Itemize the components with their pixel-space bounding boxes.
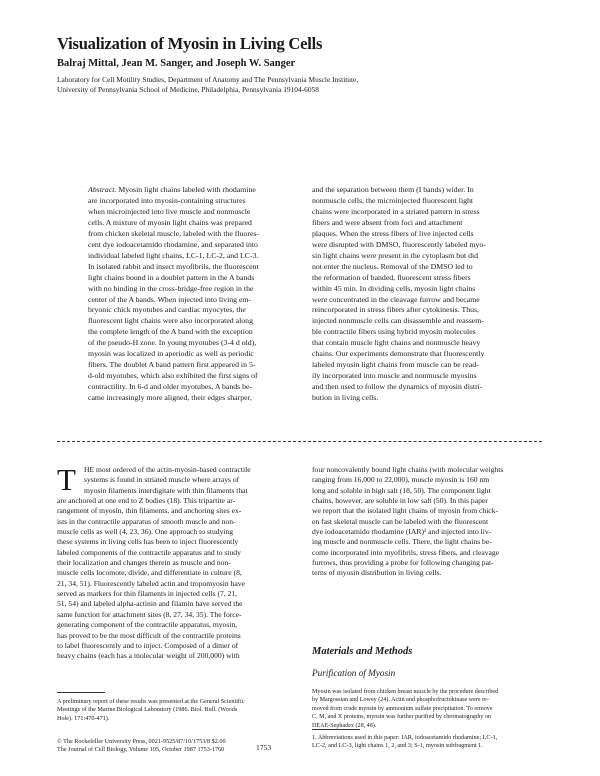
abstract-line: bution in living cells. <box>312 393 379 403</box>
methods-line: Myosin was isolated from chicken breast muscle by the procedure described <box>312 689 499 695</box>
methods-line: DEAE-Sephadex (28, 48). <box>312 722 377 729</box>
abstract-line: myosin was localized in aperiodic as well as periodic <box>88 349 254 359</box>
abstract-first-line <box>88 185 320 196</box>
body-line: dye iodoacetamido rhodamine (IAR)¹ and injected into liv- <box>312 527 492 537</box>
preliminary-note <box>57 698 244 723</box>
body-line: 21, 34, 51). Fluorescently labeled actin and tropomyosin have <box>57 578 245 588</box>
abstract-line: were concentrated in the cleavage furrow and became <box>312 294 480 304</box>
body-line: chains, however, are soluble in low salt (50). In this paper <box>312 496 488 506</box>
abstract-line: fluorescent light chains were also incorporated along <box>88 316 253 326</box>
abstract-line: light chains bound in a doublet pattern in the A bands <box>88 272 255 282</box>
copyright-line: The Journal of Cell Biology, Volume 105, October 1987 1753-1760 <box>57 746 225 753</box>
footnote-line: 1. Abbreviations used in this paper: IAR, iodoacetamido rhodamine; LC-1, <box>312 734 498 741</box>
abstract-left-column <box>88 185 320 404</box>
methods-line: by Margossian and Lowey (24). Actin and phosphofructokinase were re- <box>312 697 489 704</box>
abstract-line: ily incorporated into muscle and nonmuscle myosins <box>312 371 477 381</box>
abstract-divider <box>57 441 542 442</box>
abstract-label: Abstract. <box>88 185 117 194</box>
drop-cap: T <box>57 462 76 497</box>
body-line: ing muscle and nonmuscle cells. There, the light chains be- <box>312 537 492 547</box>
body-line: myosin filaments interdigitate with thin filaments that <box>84 485 248 495</box>
copyright-line: © The Rockefeller University Press, 0021-9525/87/10/1753/8 $2.00 <box>57 738 226 745</box>
abstract-line: when microinjected into live muscle and nonmuscle <box>88 206 251 216</box>
affiliation <box>57 75 537 95</box>
body-line: long and soluble in high salt (18, 50). The component light <box>312 485 491 495</box>
abstract-line: fibers. The doublet A band pattern first appeared in 5- <box>88 360 256 370</box>
abstract-line: fibers and were absent from foci and attachment <box>312 217 463 227</box>
abstract-text: Myosin light chains labeled with rhodamine <box>116 185 256 194</box>
body-line: en fast skeletal muscle can be labeled with the fluorescent <box>312 516 489 526</box>
footnote-line: LC-2, and LC-3, light chains 1, 2, and 3; S-1, myosin subfragment 1. <box>312 742 483 750</box>
note-line: A preliminary report of these results was presented at the General Scientific <box>57 698 245 705</box>
body-line: their localization and changes therein as muscle and non- <box>57 558 231 568</box>
affiliation-line: Laboratory for Cell Motility Studies, Department of Anatomy and The Pennsylvania Muscle Institute, <box>57 75 359 84</box>
abstract-line: are incorporated into myosin-containing structures <box>88 195 246 205</box>
body-line: are anchored at one end to Z bodies (18). This tripartite ar- <box>57 496 236 506</box>
abstract-line: and then used to follow the dynamics of myosin distri- <box>312 382 483 392</box>
body-line: to label fluorescently and to inject. Composed of a dimer of <box>57 640 239 650</box>
abstract-line: within 45 min. In dividing cells, myosin light chains <box>312 283 476 293</box>
abstract-line: came increasingly more aligned, their edges sharper, <box>88 393 252 403</box>
abstract-line: nonmuscle cells, the microinjected fluorescent light <box>312 195 474 205</box>
abstract-line: with no binding in the cross-bridge-free region in the <box>88 283 254 293</box>
abstract-line: d-old myotubes, which also exhibited the first signs of <box>88 371 258 381</box>
methods-line: moved from crude myosin by ammonium sulfate precipitation. To remove <box>312 705 493 712</box>
abstract-line: injected nonmuscle cells can disassemble and reassem- <box>312 316 484 326</box>
abstract-line: labeled myosin light chains from muscle can be read- <box>312 360 479 370</box>
abstract-line: from chicken skeletal muscle, labeled with the fluores- <box>88 228 260 238</box>
copyright-notice <box>57 738 226 754</box>
body-line: rangement of myosin, thin filaments, and anchoring sites ex- <box>57 506 242 516</box>
body-line: systems is found in striated muscle where arrays of <box>84 475 240 485</box>
abstract-line: not enter the nucleus. Removal of the DMSO led to <box>312 261 473 271</box>
body-line: these systems in living cells has been to inject fluorescently <box>57 537 239 547</box>
methods-line: C, M, and X proteins, myosin was further purified by chromatography on <box>312 714 492 721</box>
body-line: furrows, thus providing a probe for following changing pat- <box>312 558 494 568</box>
abstract-line: In isolated rabbit and insect myofibrils, the fluorescent <box>88 261 259 271</box>
abstract-line: cent dye iodoacetamido rhodamine, and separated into <box>88 239 258 249</box>
body-line: generating component of the contractile apparatus, myosin, <box>57 620 238 630</box>
note-line: Meetings of the Marine Biological Laboratory (1986. Biol. Bull. (Woods <box>57 706 238 714</box>
subsection-heading: Purification of Myosin <box>312 668 396 678</box>
body-line: heavy chains (each has a molecular weight of 200,000) with <box>57 651 240 661</box>
methods-paragraph <box>312 688 498 730</box>
intro-right-column <box>312 465 544 579</box>
abstract-line: of the pseudo-H zone. In young myotubes (3-4 d old), <box>88 338 257 348</box>
abstract-line: chains were incorporated in a striated pattern in stress <box>312 206 480 216</box>
abstract-line: reincorporated in stress fibers after cytokinesis. Thus, <box>312 305 480 315</box>
paper-title: Visualization of Myosin in Living Cells <box>57 34 323 53</box>
body-line: has proved to be the most difficult of the contractile proteins <box>57 630 241 640</box>
footnote-rule <box>312 729 360 730</box>
abstract-line: and the separation between them (I bands) wider. In <box>312 185 474 194</box>
body-line: HE most ordered of the actin-myosin-based contractile <box>84 465 251 474</box>
abstract-line: plaques. When the stress fibers of live injected cells <box>312 228 474 238</box>
body-line: four noncovalently bound light chains (with molecular weights <box>312 465 504 474</box>
abbreviations-footnote <box>312 734 497 751</box>
body-line: ranging from 16,000 to 22,000), muscle myosin is 160 nm <box>312 475 490 485</box>
body-line: same function for attachment sites (8, 27, 34, 35). The force- <box>57 609 242 619</box>
footnote-rule <box>57 692 105 693</box>
affiliation-line: University of Pennsylvania School of Medicine, Philadelphia, Pennsylvania 19104-6058 <box>57 85 319 94</box>
abstract-line: contractility. In 6-d and older myotubes, A bands be- <box>88 382 253 392</box>
abstract-line: ble contractile fibers using hybrid myosin molecules <box>312 327 476 337</box>
intro-left-column <box>57 462 302 662</box>
abstract-line: that contain muscle light chains and nonmuscle heavy <box>312 338 481 348</box>
note-line: Hole). 171:470-471). <box>57 714 110 722</box>
abstract-line: sin light chains were present in the cytoplasm but did <box>312 250 479 260</box>
abstract-right-column <box>312 185 544 404</box>
body-line: 51, 54) and labeled alpha-actinin and filamin have served the <box>57 599 243 609</box>
page-number: 1753 <box>256 743 272 752</box>
body-line: we report that the isolated light chains of myosin from chick- <box>312 506 498 516</box>
body-line: ists in the contractile apparatus of smooth muscle and non- <box>57 516 236 526</box>
body-line: muscle cells locomote, divide, and differentiate in culture (8, <box>57 568 242 578</box>
abstract-line: individual labeled light chains, LC-1, LC-2, and LC-3. <box>88 250 259 260</box>
abstract-line: center of the A bands. When injected into living em- <box>88 294 252 304</box>
body-line: muscle cells as well (4, 23, 36). One approach to studying <box>57 527 234 537</box>
abstract-line: bryonic chick myotubes and cardiac myocytes, the <box>88 305 246 315</box>
section-heading: Materials and Methods <box>312 646 413 657</box>
abstract-line: cells. A mixture of myosin light chains was prepared <box>88 217 252 227</box>
abstract-line: the reformation of banded, fluorescent stress fibers <box>312 272 471 282</box>
abstract-line: were disrupted with DMSO, fluorescently labeled myo- <box>312 239 486 249</box>
body-line: come incorporated into myofibrils, stress fibers, and cleavage <box>312 547 500 557</box>
abstract-line: chains. Our experiments demonstrate that fluorescently <box>312 349 485 359</box>
author-list: Balraj Mittal, Jean M. Sanger, and Joseph W. Sanger <box>57 58 296 69</box>
body-line: labeled components of the contractile apparatus and to study <box>57 547 241 557</box>
body-line: served as markers for thin filaments in injected cells (7, 21, <box>57 589 238 599</box>
body-line: terns of myosin distribution in living cells. <box>312 568 442 578</box>
abstract-line: the complete length of the A band with the exception <box>88 327 253 337</box>
